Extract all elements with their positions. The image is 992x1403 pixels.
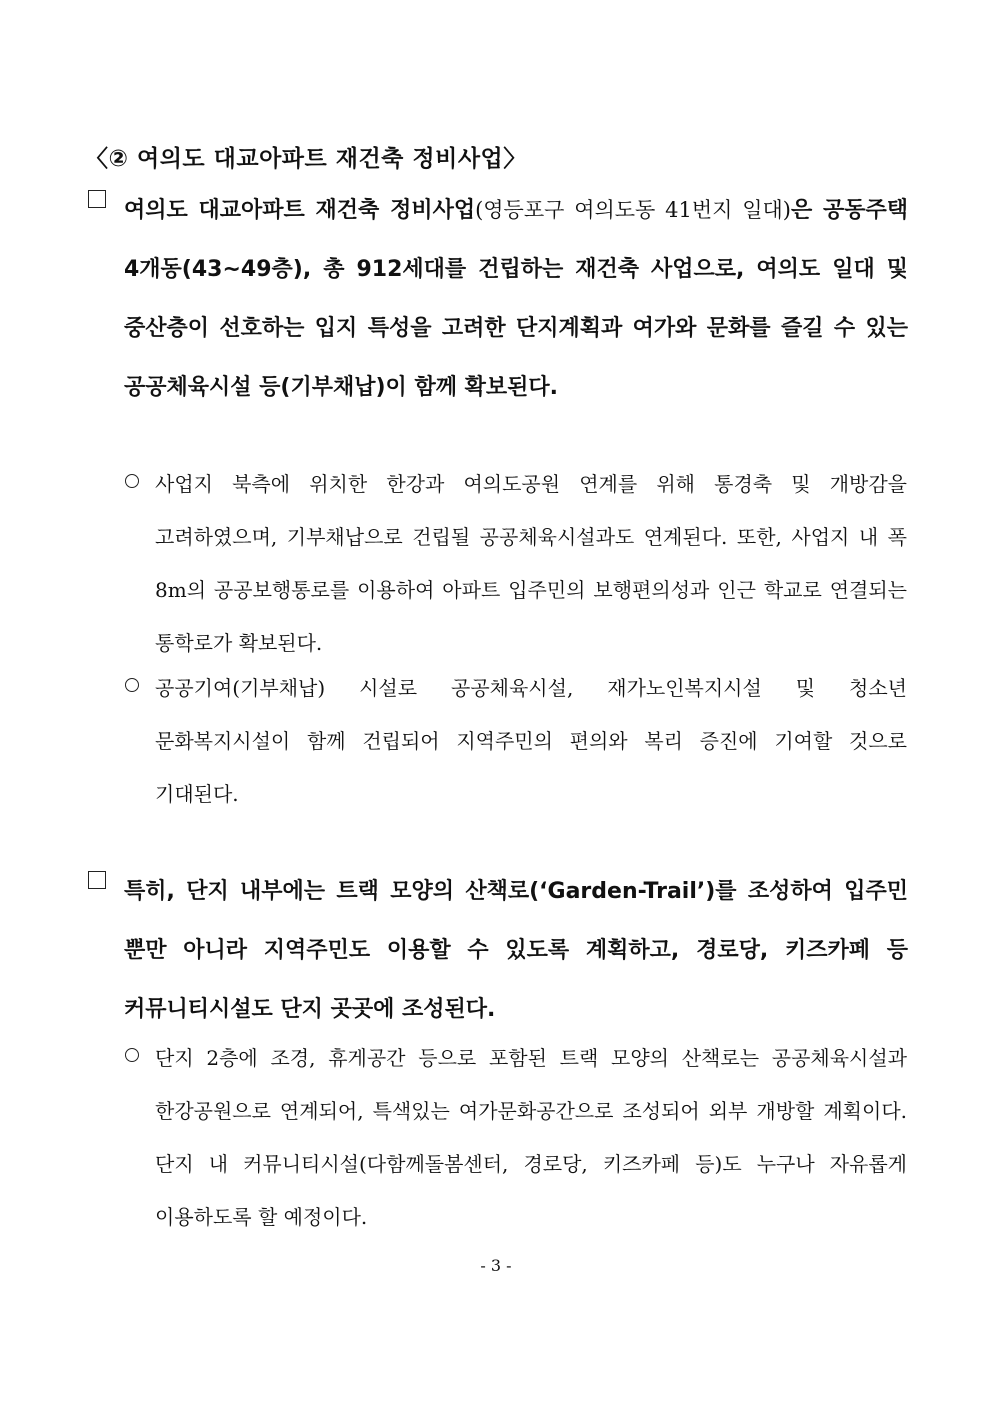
- section1-block: [88, 181, 908, 417]
- section1-paragraph: [124, 181, 908, 417]
- circle-bullet-icon: [125, 474, 139, 488]
- square-bullet-icon: [88, 190, 106, 208]
- bullet-text: 사업지 북측에 위치한 한강과 여의도공원 연계를 위해 통경축 및 개방감을 고려하였으며, 기부채납으로 건립될 공공체육시설과도 연계된다. 또한, 사업지 내 폭 8m의 공공보행통로를 이용하여 아파트 입주민의 보행편의성과 인근 학교로 연결되는 통학로가 확보된다.: [155, 472, 907, 655]
- section1-bullet-1: [125, 458, 907, 670]
- section1-bold-text: 여의도 대교아파트 재건축 정비사업: [124, 198, 476, 223]
- square-bullet-icon: [88, 871, 106, 889]
- section2-block: [88, 862, 908, 1039]
- section-heading: 〈② 여의도 대교아파트 재건축 정비사업〉: [85, 146, 527, 172]
- section1-location-text: (영등포구 여의도동 41번지 일대): [475, 198, 791, 222]
- page-number: - 3 -: [480, 1256, 512, 1275]
- section2-bullet-1: [125, 1032, 907, 1244]
- circle-bullet-icon: [125, 1048, 139, 1062]
- section1-bullet-2: [125, 662, 907, 821]
- circle-bullet-icon: [125, 678, 139, 692]
- bullet-text: 공공기여(기부채납) 시설로 공공체육시설, 재가노인복지시설 및 청소년 문화복지시설이 함께 건립되어 지역주민의 편의와 복리 증진에 기여할 것으로 기대된다.: [155, 676, 907, 806]
- section1-rest-text: 은 공동주택 4개동(43~49층), 총 912세대를 건립하는 재건축 사업으로, 여의도 일대 및 중산층이 선호하는 입지 특성을 고려한 단지계획과 여가와 문화를 즐길 수 있는 공공체육시설 등(기부채납)이 함께 확보된다.: [124, 198, 908, 400]
- bullet-text: 단지 2층에 조경, 휴게공간 등으로 포함된 트랙 모양의 산책로는 공공체육시설과 한강공원으로 연계되어, 특색있는 여가문화공간으로 조성되어 외부 개방할 계획이다. 단지 내 커뮤니티시설(다함께돌봄센터, 경로당, 키즈카페 등)도 누구나 자유롭게 이용하도록 할 예정이다.: [155, 1046, 907, 1229]
- section2-paragraph: 특히, 단지 내부에는 트랙 모양의 산책로(‘Garden-Trail’)를 조성하여 입주민 뿐만 아니라 지역주민도 이용할 수 있도록 계획하고, 경로당, 키즈카페 등 커뮤니티시설도 단지 곳곳에 조성된다.: [124, 879, 908, 1022]
